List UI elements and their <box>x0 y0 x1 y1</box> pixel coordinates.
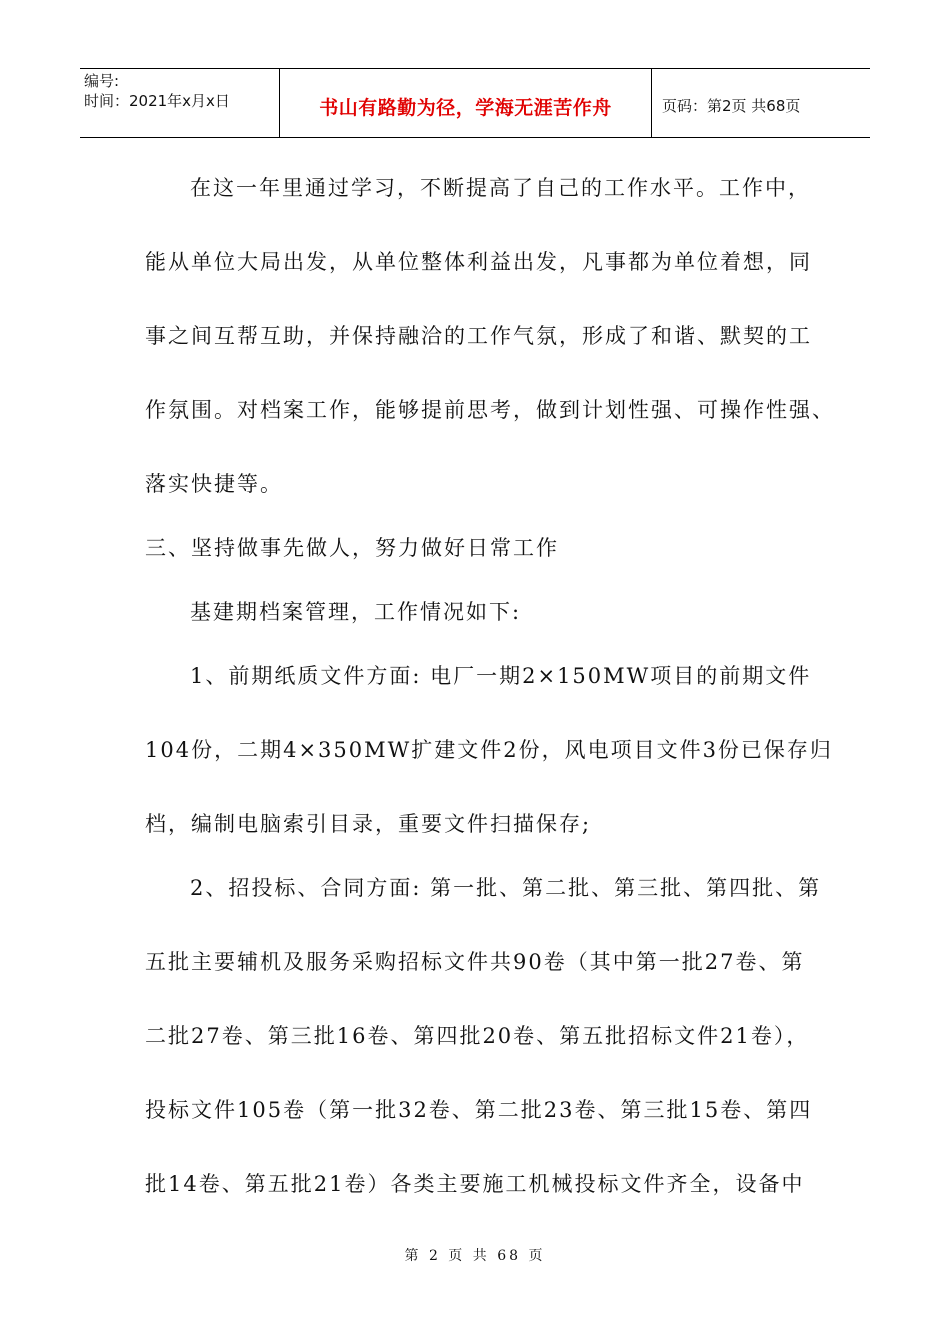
body-line: 基建期档案管理，工作情况如下: <box>190 600 522 624</box>
body-line: 事之间互帮互助，并保持融洽的工作气氛，形成了和谐、默契的工 <box>145 324 812 348</box>
body-line: 在这一年里通过学习，不断提高了自己的工作水平。工作中， <box>190 176 811 200</box>
body-line: 2、招投标、合同方面: 第一批、第二批、第三批、第四批、第 <box>190 876 822 900</box>
number-label: 编号: <box>84 72 120 90</box>
body-line: 落实快捷等。 <box>145 472 283 496</box>
header-page-info: 页码：第2页 共68页 <box>662 96 801 115</box>
body-line: 104份，二期4×350MW扩建文件2份，风电项目文件3份已保存归 <box>145 738 833 762</box>
page-footer: 第 2 页 共 68 页 <box>404 1248 546 1264</box>
body-line: 二批27卷、第三批16卷、第四批20卷、第五批招标文件21卷）， <box>145 1024 810 1048</box>
body-line: 批14卷、第五批21卷）各类主要施工机械投标文件齐全，设备中 <box>145 1172 805 1196</box>
header-meta <box>80 69 280 137</box>
body-line: 能从单位大局出发，从单位整体利益出发，凡事都为单位着想，同 <box>145 250 812 274</box>
body-line: 五批主要辅机及服务采购招标文件共90卷（其中第一批27卷、第 <box>145 950 805 974</box>
body-line: 档，编制电脑索引目录，重要文件扫描保存; <box>145 812 592 836</box>
page-header <box>80 68 870 138</box>
header-motto: 书山有路勤为径，学海无涯苦作舟 <box>280 69 652 137</box>
body-line: 1、前期纸质文件方面: 电厂一期2×150MW项目的前期文件 <box>190 664 812 688</box>
body-line: 投标文件105卷（第一批32卷、第二批23卷、第三批15卷、第四 <box>145 1098 813 1122</box>
time-label: 时间：2021年x月x日 <box>84 92 230 110</box>
section-heading: 三、坚持做事先做人，努力做好日常工作 <box>145 536 559 560</box>
body-line: 作氛围。对档案工作，能够提前思考，做到计划性强、可操作性强、 <box>145 398 835 422</box>
